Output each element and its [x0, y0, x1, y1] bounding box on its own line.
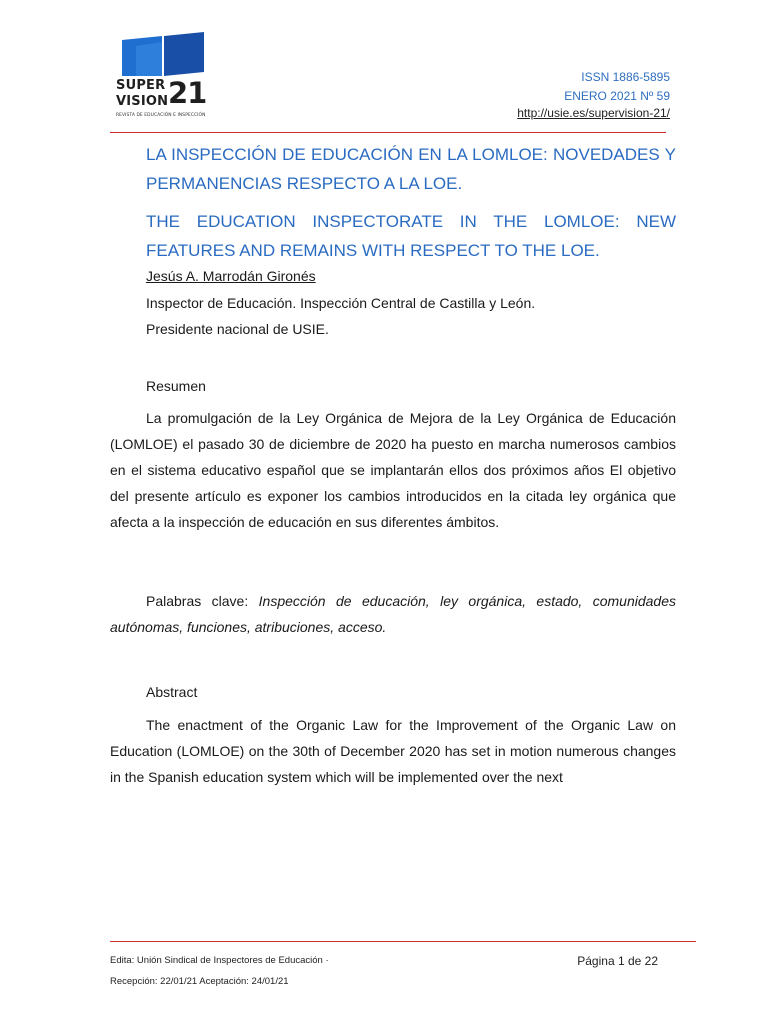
author-position: Presidente nacional de USIE.: [146, 321, 329, 337]
keywords: [110, 588, 676, 640]
issn: ISSN 1886-5895: [581, 70, 670, 84]
keywords-label: Palabras clave:: [146, 593, 249, 609]
journal-logo: [116, 30, 216, 120]
author-affiliation: Inspector de Educación. Inspección Central de Castilla y León.: [146, 295, 536, 311]
resumen-paragraph: La promulgación de la Ley Orgánica de Mejora de la Ley Orgánica de Educación (LOMLOE) el pasado 30 de diciembre de 2020 ha puesto en marcha numerosos cambios en el sistema educativo español que se implantarán ellos dos próximos años El objetivo del presente artículo es exponer los cambios introducidos en la citada ley orgánica que afecta a la inspección de educación en sus diferentes ámbitos.: [110, 410, 676, 530]
footer-rule: [110, 941, 696, 942]
resumen-heading: Resumen: [146, 378, 206, 394]
page-number: Página 1 de 22: [577, 954, 658, 968]
logo-word-vision: VISION: [116, 94, 169, 109]
open-book-icon: [116, 30, 216, 78]
abstract-paragraph: The enactment of the Organic Law for the Improvement of the Organic Law on Education (LOMLOE) on the 30th of December 2020 has set in motion numerous changes in the Spanish education system which will be implemented over the next: [110, 717, 676, 785]
logo-word-super: SUPER: [116, 78, 166, 93]
title-english: THE EDUCATION INSPECTORATE IN THE LOMLOE: NEW FEATURES AND REMAINS WITH RESPECT TO THE LOE.: [146, 212, 676, 260]
logo-number: 21: [168, 76, 207, 110]
abstract-heading: Abstract: [146, 684, 198, 700]
header-rule: [110, 132, 666, 133]
issue-date: ENERO 2021 Nº 59: [564, 89, 670, 103]
title-spanish: LA INSPECCIÓN DE EDUCACIÓN EN LA LOMLOE: NOVEDADES Y PERMANENCIAS RESPECTO A LA LOE.: [146, 145, 676, 193]
footer-publisher: Edita: Unión Sindical de Inspectores de Educación ·: [110, 955, 329, 966]
logo-tagline: REVISTA DE EDUCACIÓN E INSPECCIÓN: [116, 113, 206, 118]
author-name: Jesús A. Marrodán Gironés: [146, 268, 316, 284]
footer-dates: Recepción: 22/01/21 Aceptación: 24/01/21: [110, 976, 289, 987]
keywords-list: Inspección de educación, ley orgánica, estado, comunidades autónomas, funciones, atribuciones, acceso.: [110, 593, 677, 635]
journal-url-link[interactable]: http://usie.es/supervision-21/: [517, 106, 670, 120]
